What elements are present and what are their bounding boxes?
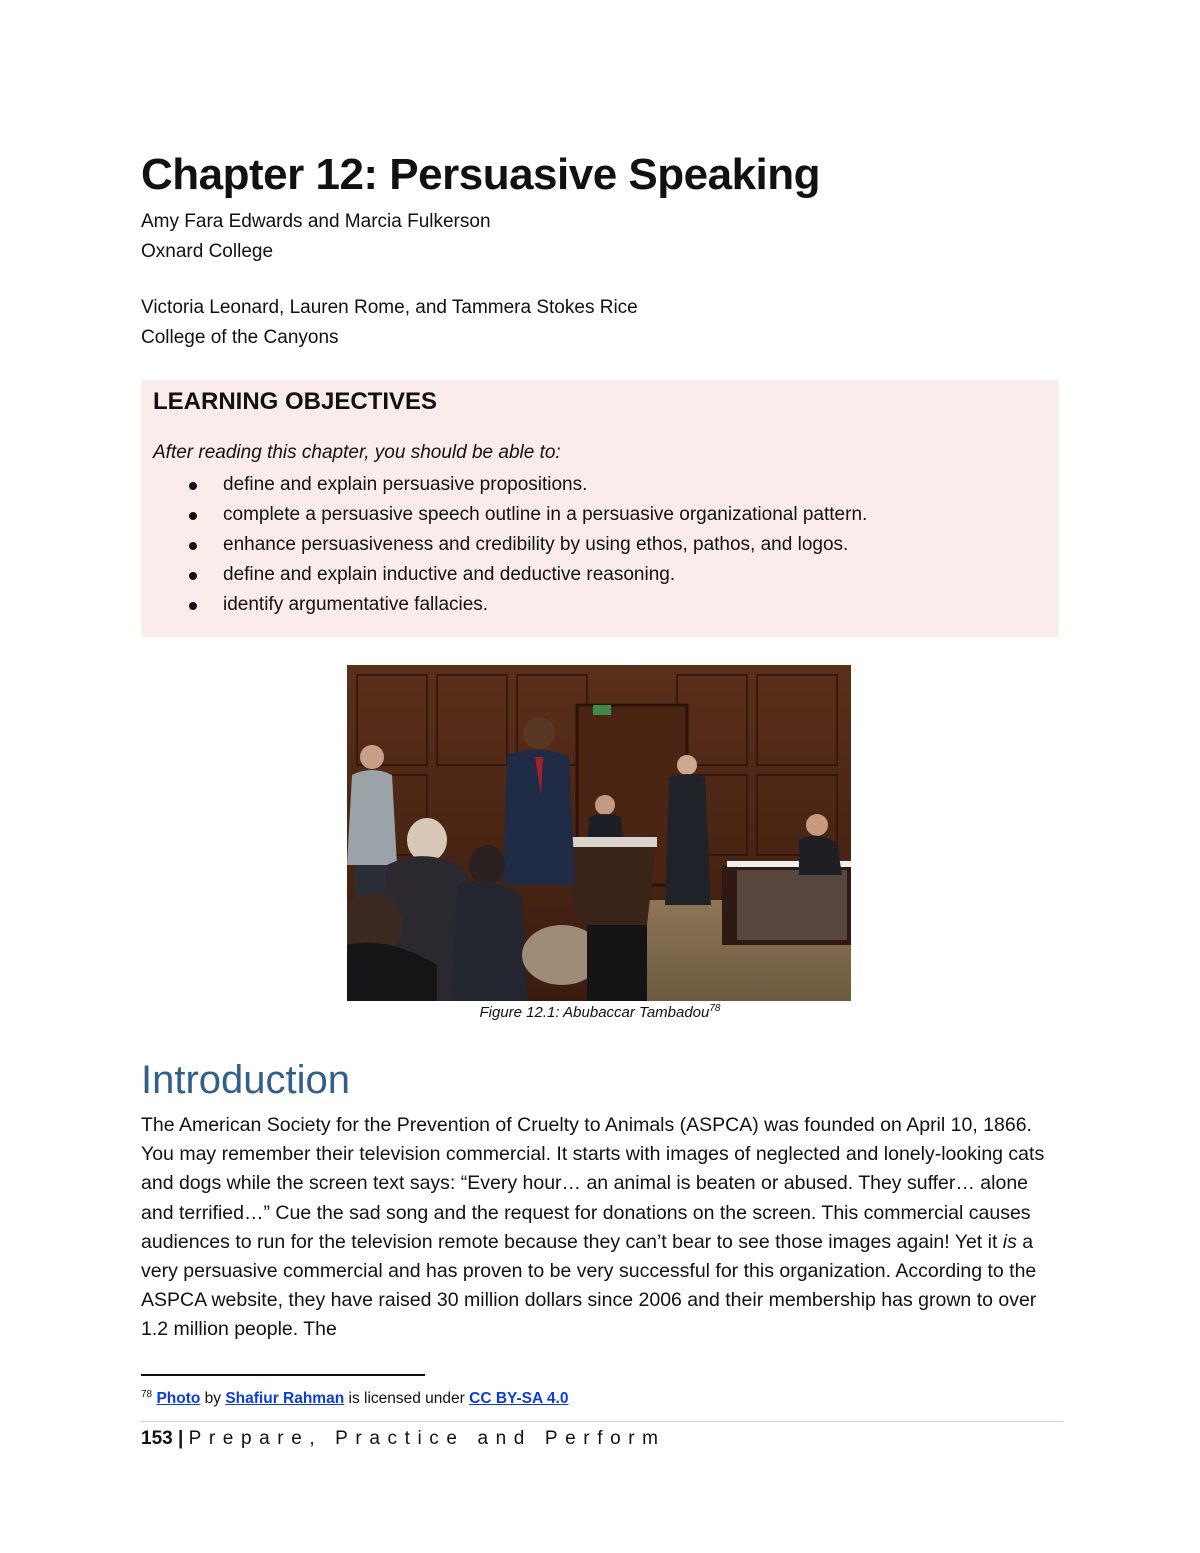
figure-caption xyxy=(0,1003,1200,1021)
photographer-link[interactable]: Shafiur Rahman xyxy=(225,1390,345,1408)
footnote-text-license: is licensed under xyxy=(344,1390,470,1408)
objective-item: define and explain persuasive propositions. xyxy=(186,470,867,500)
learning-objectives-list xyxy=(186,470,867,620)
objective-item: enhance persuasiveness and credibility by using ethos, pathos, and logos. xyxy=(186,530,867,560)
introduction-heading: Introduction xyxy=(141,1058,351,1102)
chapter-title: Chapter 12: Persuasive Speaking xyxy=(141,150,821,199)
courtroom-photo xyxy=(347,665,851,1001)
introduction-paragraph xyxy=(141,1111,1056,1345)
author-line-2: Victoria Leonard, Lauren Rome, and Tammera Stokes Rice xyxy=(141,297,638,318)
page-number: 153 xyxy=(141,1428,173,1449)
introduction-text-part1: The American Society for the Prevention of Cruelty to Animals (ASPCA) was founded on April 10, 1866. You may remember their television commercial. It starts with images of neglected and lonely-looking cats and dogs while the screen text says: “Every hour… an animal is beaten or abused. They suffer… alone and terrified…” Cue the sad song and the request for donations on the screen. This commercial causes audiences to run for the television remote because they can’t bear to see those images again! Yet it xyxy=(141,1114,1045,1253)
objective-item: identify argumentative fallacies. xyxy=(186,590,867,620)
objective-item: complete a persuasive speech outline in a persuasive organizational pattern. xyxy=(186,500,867,530)
learning-objectives-intro: After reading this chapter, you should be able to: xyxy=(153,442,561,463)
footer-separator: | xyxy=(172,1428,189,1449)
introduction-emphasis: is xyxy=(1002,1230,1017,1253)
license-link[interactable]: CC BY-SA 4.0 xyxy=(469,1390,569,1408)
footnote-divider xyxy=(141,1374,425,1376)
footer-divider xyxy=(141,1421,1063,1422)
footnote-number: 78 xyxy=(141,1389,153,1400)
book-title: Prepare, Practice and Perform xyxy=(188,1428,666,1449)
objective-item: define and explain inductive and deductive reasoning. xyxy=(186,560,867,590)
footnote xyxy=(141,1389,568,1408)
learning-objectives-heading: LEARNING OBJECTIVES xyxy=(153,388,438,415)
author-affiliation-1: Oxnard College xyxy=(141,241,274,262)
author-line-1: Amy Fara Edwards and Marcia Fulkerson xyxy=(141,211,491,232)
photo-link[interactable]: Photo xyxy=(156,1390,201,1408)
page-footer xyxy=(141,1428,666,1450)
figure-caption-text: Figure 12.1: Abubaccar Tambadou xyxy=(479,1004,710,1021)
footnote-text-by: by xyxy=(200,1390,226,1408)
figure-footnote-ref: 78 xyxy=(709,1003,721,1014)
author-affiliation-2: College of the Canyons xyxy=(141,327,339,348)
introduction-text-part2: a very persuasive commercial and has proven to be very successful for this organization. According to the ASPCA website, they have raised 30 million dollars since 2006 and their membership has grown to over 1.2 million people. The xyxy=(141,1230,1037,1341)
